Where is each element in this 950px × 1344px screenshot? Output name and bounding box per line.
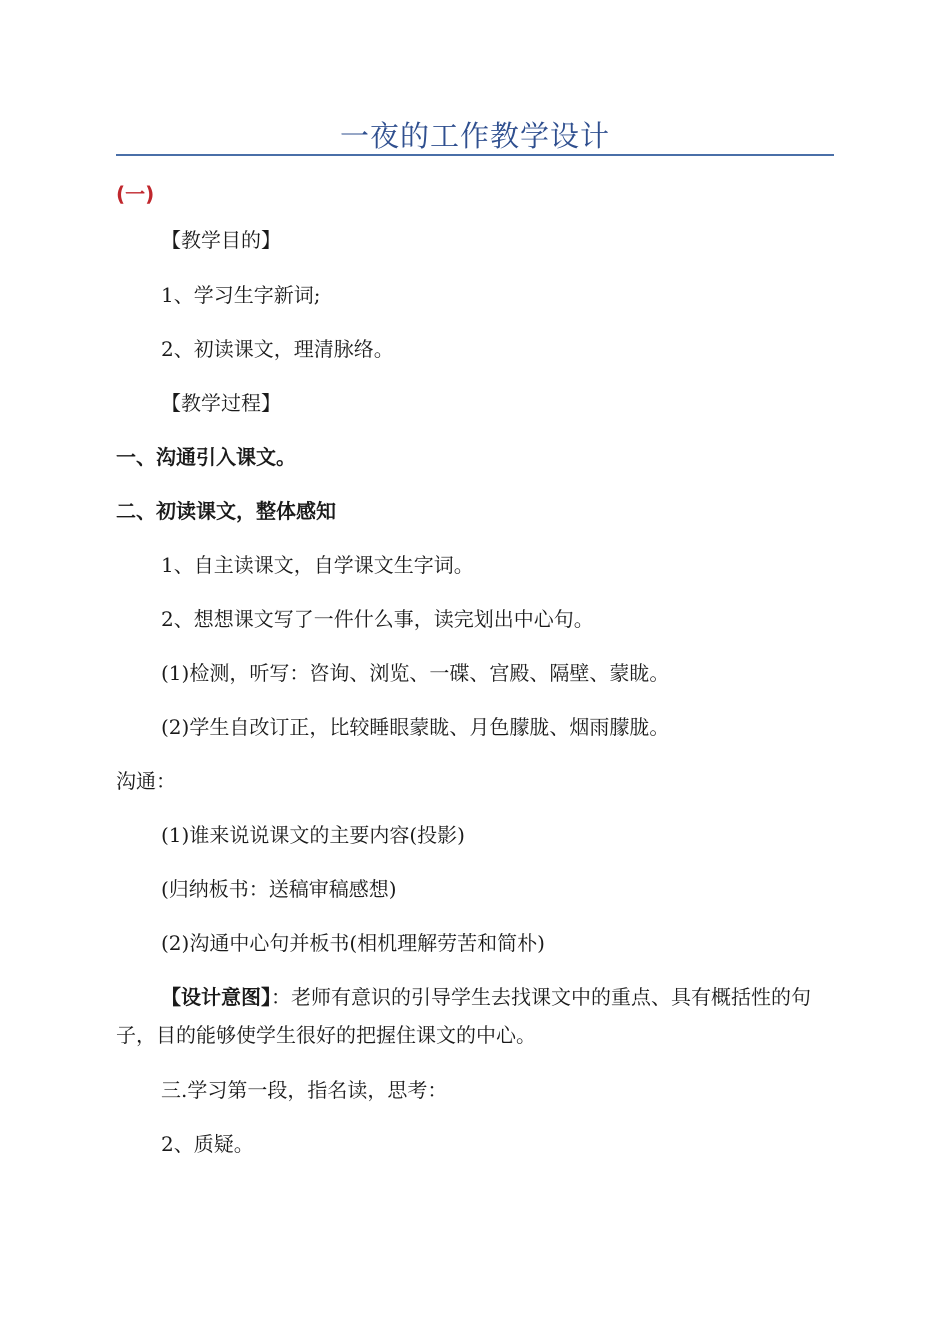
objective-item: 2、初读课文，理清脉络。 (161, 337, 394, 361)
document-title: 一夜的工作教学设计 (339, 119, 610, 153)
objectives-heading: 【教学目的】 (161, 228, 281, 252)
step-item: (1)检测，听写：咨询、浏览、一碟、宫殿、隔壁、蒙眬。 (161, 661, 670, 685)
step-item: 1、自主读课文，自学课文生字词。 (161, 553, 474, 577)
discussion-item: (2)沟通中心句并板书(相机理解劳苦和简朴) (161, 931, 545, 955)
title-underline (116, 154, 834, 156)
design-intent-paragraph (116, 978, 834, 1054)
discussion-item: (归纳板书：送稿审稿感想) (161, 877, 397, 901)
step-heading: 三.学习第一段，指名读，思考： (161, 1078, 448, 1102)
design-intent-label: 【设计意图】 (161, 985, 271, 1009)
process-heading: 【教学过程】 (161, 391, 281, 415)
step-item: 2、想想课文写了一件什么事，读完划出中心句。 (161, 607, 594, 631)
discussion-label: 沟通： (116, 769, 176, 793)
design-intent-text: ：老师有意识的引导学生去找课文中的重点、具有概括性的句子，目的能够使学生很好的把握住课文的中心。 (116, 985, 811, 1047)
discussion-item: (1)谁来说说课文的主要内容(投影) (161, 823, 465, 847)
step-item: (2)学生自改订正，比较睡眼蒙眬、月色朦胧、烟雨朦胧。 (161, 715, 670, 739)
step-heading: 二、初读课文，整体感知 (116, 499, 336, 523)
step-item: 2、质疑。 (161, 1132, 254, 1156)
step-heading: 一、沟通引入课文。 (116, 445, 296, 469)
objective-item: 1、学习生字新词; (161, 283, 321, 307)
section-number: (一) (116, 182, 155, 206)
